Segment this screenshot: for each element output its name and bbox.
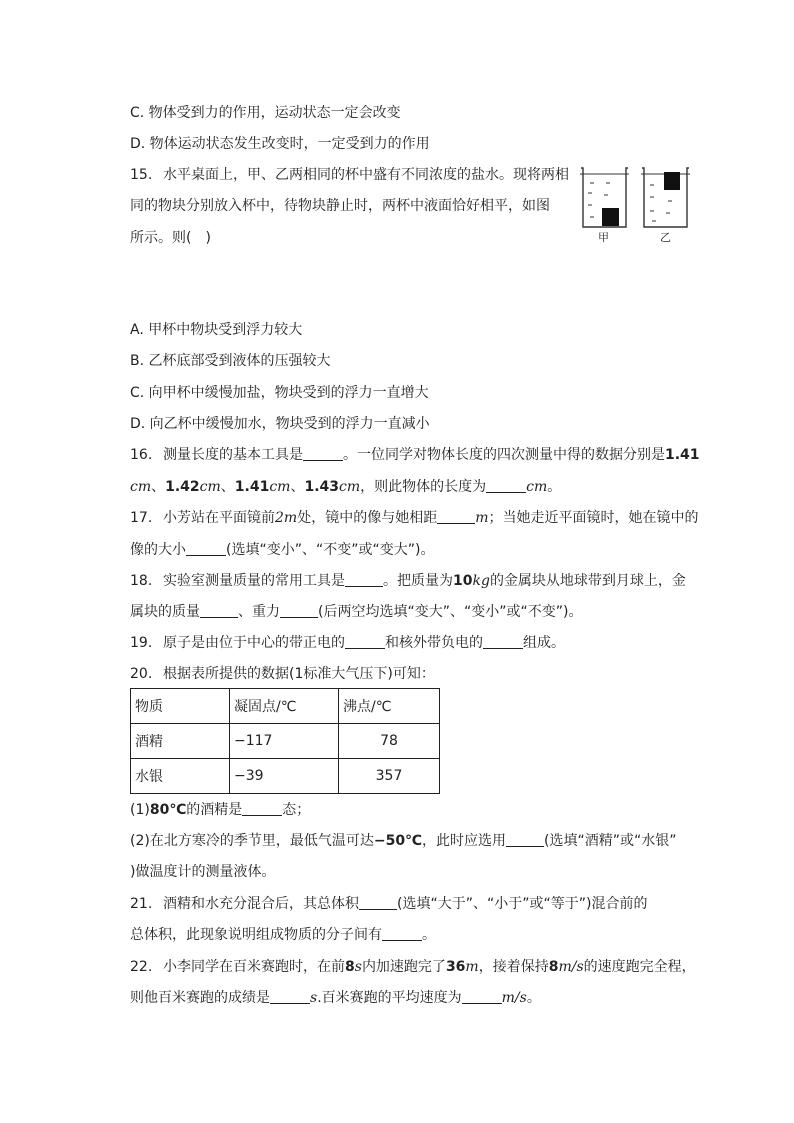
q17-line1 bbox=[130, 508, 698, 528]
table-cell: 357 bbox=[339, 759, 440, 794]
q22-value1: 8 bbox=[345, 959, 355, 975]
answer-blank[interactable] bbox=[506, 832, 544, 847]
q15-beakers-figure bbox=[578, 165, 698, 251]
q21-line1 bbox=[130, 894, 647, 914]
q22-text1: 小李同学在百米赛跑时，在前 bbox=[163, 959, 345, 975]
q15-text1: 水平桌面上，甲、乙两相同的杯中盛有不同浓度的盐水。现将两相 bbox=[163, 167, 569, 183]
q20-sub1-end: 态； bbox=[282, 802, 311, 818]
q16-value1: 1.41 bbox=[665, 447, 700, 463]
answer-blank[interactable] bbox=[280, 603, 318, 618]
q22-text4: 的速度跑完全程， bbox=[583, 959, 696, 975]
unit: cm bbox=[130, 479, 152, 495]
answer-blank[interactable] bbox=[437, 509, 475, 524]
table-header-cell: 凝固点/℃ bbox=[230, 689, 339, 724]
unit: s bbox=[354, 959, 362, 975]
unit: cm bbox=[339, 479, 361, 495]
table-cell: −39 bbox=[230, 759, 339, 794]
beaker-left bbox=[580, 168, 629, 227]
q22-line2 bbox=[130, 988, 541, 1008]
q21-line2 bbox=[130, 925, 436, 945]
sep: 、 bbox=[220, 479, 235, 495]
q15-option-a: A. 甲杯中物块受到浮力较大 bbox=[130, 322, 303, 338]
end-mark: 。 bbox=[526, 990, 541, 1006]
unit: m/s bbox=[558, 959, 584, 975]
q17-line2 bbox=[130, 540, 434, 560]
q16-value3: 1.41 bbox=[234, 479, 270, 495]
answer-blank[interactable] bbox=[242, 801, 282, 816]
answer-blank[interactable] bbox=[483, 634, 523, 649]
q21-text4: 。 bbox=[422, 927, 436, 943]
q22-text2: 内加速跑完了 bbox=[361, 959, 446, 975]
answer-blank[interactable] bbox=[462, 989, 502, 1004]
q20-sub2-text2: ，此时应选用 bbox=[422, 833, 507, 849]
q18-line1 bbox=[130, 571, 686, 591]
q18-line2 bbox=[130, 602, 582, 622]
table-header-row bbox=[131, 689, 440, 724]
q20-data-table bbox=[130, 688, 440, 794]
q18-value: 10 bbox=[453, 573, 473, 589]
table-cell: 酒精 bbox=[131, 724, 230, 759]
q19-number: 19. bbox=[130, 635, 153, 651]
answer-blank[interactable] bbox=[359, 895, 397, 910]
q18-text6: (后两空均选填“变大”、“变小”或“不变”)。 bbox=[318, 604, 583, 620]
q16-text4: 。 bbox=[547, 479, 562, 495]
table-row bbox=[131, 724, 440, 759]
q20-stem bbox=[130, 664, 435, 684]
q22-value3: 8 bbox=[548, 959, 559, 975]
unit: cm bbox=[269, 479, 291, 495]
q16-value4: 1.43 bbox=[304, 479, 340, 495]
dot: . bbox=[317, 990, 322, 1006]
q17-text4: 像的大小 bbox=[130, 542, 186, 558]
q20-sub1 bbox=[130, 800, 310, 820]
q20-sub2-line2: )做温度计的测量液体。 bbox=[130, 864, 276, 880]
q19-line bbox=[130, 633, 565, 653]
q20-sub1-text: 的酒精是 bbox=[186, 802, 243, 818]
unit: m bbox=[475, 510, 489, 526]
q18-text3: 的金属块从地球带到月球上，金 bbox=[489, 573, 686, 589]
answer-blank[interactable] bbox=[270, 989, 310, 1004]
unit: m bbox=[283, 510, 298, 526]
answer-blank[interactable] bbox=[345, 634, 385, 649]
answer-blank[interactable] bbox=[382, 926, 422, 941]
beaker-right bbox=[641, 168, 690, 227]
q15-stem-line2: 同的物块分别放入杯中，待物块静止时，两杯中液面恰好相平，如图 bbox=[130, 198, 550, 214]
q19-text2: 和核外带负电的 bbox=[385, 635, 483, 651]
q22-text5: 则他百米赛跑的成绩是 bbox=[130, 990, 270, 1006]
q15-option-c: C. 向甲杯中缓慢加盐，物块受到的浮力一直增大 bbox=[130, 385, 429, 401]
unit: s bbox=[310, 990, 318, 1006]
beakers-svg bbox=[578, 165, 698, 247]
q18-text5: 、重力 bbox=[238, 604, 280, 620]
q21-text1: 酒精和水充分混合后，其总体积 bbox=[163, 896, 359, 912]
q15-stem-line3: 所示。则( ) bbox=[130, 230, 211, 246]
q20-sub2-text1: (2)在北方寒冷的季节里，最低气温可达 bbox=[130, 833, 374, 849]
q14-option-d: D. 物体运动状态发生改变时，一定受到力的作用 bbox=[130, 136, 430, 152]
q16-line2 bbox=[130, 477, 561, 497]
q16-text3: ，则此物体的长度为 bbox=[360, 479, 487, 495]
q15-option-d: D. 向乙杯中缓慢加水，物块受到的浮力一直减小 bbox=[130, 416, 430, 432]
answer-blank[interactable] bbox=[486, 478, 526, 493]
q20-sub2-line1 bbox=[130, 831, 677, 851]
beaker-left-label: 甲 bbox=[598, 231, 609, 244]
q20-number: 20. bbox=[130, 666, 153, 682]
q22-line1 bbox=[130, 957, 696, 977]
q18-text4: 属块的质量 bbox=[130, 604, 200, 620]
q20-sub1-temp: 80℃ bbox=[149, 802, 187, 818]
q21-text2: (选填“大于”、“小于”或“等于”)混合前的 bbox=[397, 896, 648, 912]
unit: cm bbox=[199, 479, 221, 495]
q18-text2: 。把质量为 bbox=[383, 573, 453, 589]
beaker-right-label: 乙 bbox=[660, 231, 671, 244]
q20-sub1-label: (1) bbox=[130, 802, 150, 818]
q20-text1: 根据表所提供的数据(1标准大气压下)可知： bbox=[163, 666, 435, 682]
table-cell: 78 bbox=[339, 724, 440, 759]
q17-text5: (选填“变小”、“不变”或“变大”)。 bbox=[226, 542, 435, 558]
q20-sub2-temp: −50℃ bbox=[373, 833, 423, 849]
q17-text3: ；当她走近平面镜时，她在镜中的 bbox=[488, 510, 699, 526]
q21-number: 21. bbox=[130, 896, 153, 912]
q16-number: 16. bbox=[130, 447, 153, 463]
q17-text1: 小芳站在平面镜前 bbox=[163, 510, 275, 526]
unit: cm bbox=[526, 479, 548, 495]
q21-text3: 总体积，此现象说明组成物质的分子间有 bbox=[130, 927, 382, 943]
q17-value: 2 bbox=[275, 510, 284, 526]
table-row bbox=[131, 759, 440, 794]
q20-sub2-text3: (选填“酒精”或“水银” bbox=[544, 833, 677, 849]
answer-blank[interactable] bbox=[186, 541, 226, 556]
q16-text1: 测量长度的基本工具是 bbox=[163, 447, 303, 463]
q22-text3: ，接着保持 bbox=[478, 959, 549, 975]
q16-text2: 。一位同学对物体长度的四次测量中得的数据分别是 bbox=[343, 447, 665, 463]
q17-number: 17. bbox=[130, 510, 153, 526]
unit: m bbox=[465, 959, 479, 975]
q22-text6: 百米赛跑的平均速度为 bbox=[321, 990, 462, 1006]
table-cell: −117 bbox=[230, 724, 339, 759]
unit: kg bbox=[472, 573, 490, 589]
sep: 、 bbox=[151, 479, 166, 495]
q19-text3: 组成。 bbox=[523, 635, 565, 651]
table-header-cell: 物质 bbox=[131, 689, 230, 724]
q15-number: 15. bbox=[130, 167, 153, 183]
q16-line1 bbox=[130, 445, 700, 465]
answer-blank[interactable] bbox=[200, 603, 238, 618]
q14-option-c: C. 物体受到力的作用，运动状态一定会改变 bbox=[130, 105, 401, 121]
q18-text1: 实验室测量质量的常用工具是 bbox=[163, 573, 345, 589]
q15-stem-line1 bbox=[130, 165, 569, 185]
q15-option-b: B. 乙杯底部受到液体的压强较大 bbox=[130, 353, 331, 369]
q18-number: 18. bbox=[130, 573, 153, 589]
q22-number: 22. bbox=[130, 959, 153, 975]
q22-value2: 36 bbox=[445, 959, 466, 975]
answer-blank[interactable] bbox=[303, 446, 343, 461]
sep: 、 bbox=[290, 479, 305, 495]
answer-blank[interactable] bbox=[345, 572, 383, 587]
q19-text1: 原子是由位于中心的带正电的 bbox=[163, 635, 345, 651]
table-cell: 水银 bbox=[131, 759, 230, 794]
table-header-cell: 沸点/℃ bbox=[339, 689, 440, 724]
q16-value2: 1.42 bbox=[165, 479, 200, 495]
q17-text2: 处，镜中的像与她相距 bbox=[297, 510, 438, 526]
unit: m/s bbox=[501, 990, 527, 1006]
